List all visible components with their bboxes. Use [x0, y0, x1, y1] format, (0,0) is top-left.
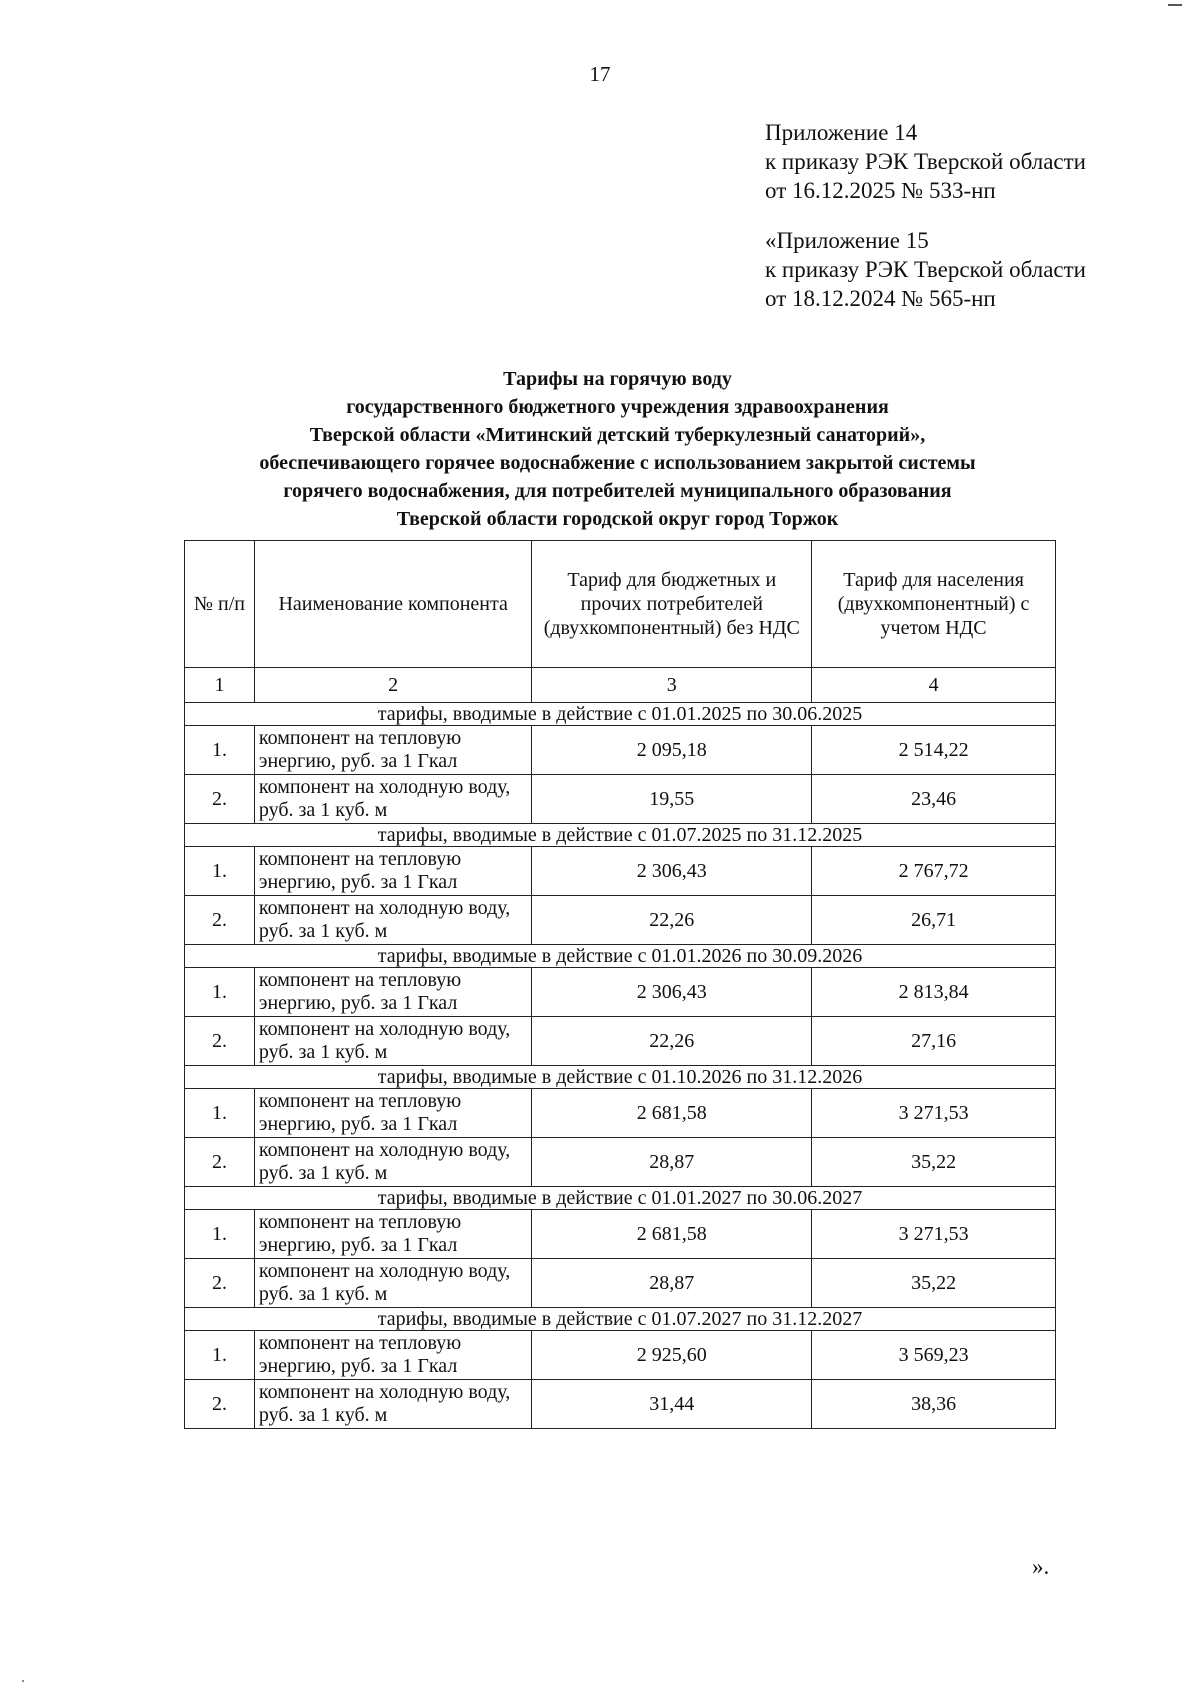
appendix-current-line-3: от 16.12.2025 № 533-нп — [765, 178, 996, 203]
budget-tariff-value: 2 306,43 — [532, 847, 812, 896]
table-row — [185, 1089, 1056, 1138]
header-component-name: Наименование компонента — [254, 541, 532, 668]
scan-corner-mark — [1168, 4, 1182, 6]
appendix-current-block — [765, 118, 1086, 205]
budget-tariff-value: 19,55 — [532, 775, 812, 824]
title-line-2: государственного бюджетного учреждения здравоохранения — [346, 396, 889, 418]
period-label: тарифы, вводимые в действие с 01.01.2027 по 30.06.2027 — [185, 1187, 1056, 1210]
scan-speck — [22, 1680, 24, 1682]
population-tariff-value: 3 271,53 — [812, 1210, 1056, 1259]
table-header-row — [185, 541, 1056, 668]
table-row — [185, 968, 1056, 1017]
table-row — [185, 896, 1056, 945]
column-number-2: 2 — [254, 668, 532, 703]
row-number: 2. — [185, 896, 255, 945]
component-name: компонент на холодную воду, руб. за 1 куб. м — [254, 775, 532, 824]
table-row — [185, 847, 1056, 896]
period-label: тарифы, вводимые в действие с 01.10.2026 по 31.12.2026 — [185, 1066, 1056, 1089]
table-row — [185, 1017, 1056, 1066]
row-number: 1. — [185, 847, 255, 896]
row-number: 2. — [185, 1380, 255, 1429]
table-body — [185, 703, 1056, 1429]
component-name: компонент на тепловую энергию, руб. за 1 Гкал — [254, 1331, 532, 1380]
title-line-3: Тверской области «Митинский детский туберкулезный санаторий», — [309, 424, 926, 446]
component-name: компонент на холодную воду, руб. за 1 куб. м — [254, 1017, 532, 1066]
page-number: 17 — [589, 62, 611, 86]
period-row — [185, 945, 1056, 968]
header-number: № п/п — [185, 541, 255, 668]
title-line-5: горячего водоснабжения, для потребителей муниципального образования — [283, 480, 952, 502]
budget-tariff-value: 2 306,43 — [532, 968, 812, 1017]
period-row — [185, 703, 1056, 726]
column-numbers-row — [185, 668, 1056, 703]
column-number-3: 3 — [532, 668, 812, 703]
component-name: компонент на холодную воду, руб. за 1 куб. м — [254, 1259, 532, 1308]
column-number-1: 1 — [185, 668, 255, 703]
appendix-previous-line-1: «Приложение 15 — [765, 228, 929, 253]
row-number: 2. — [185, 1138, 255, 1187]
table-row — [185, 1331, 1056, 1380]
population-tariff-value: 3 569,23 — [812, 1331, 1056, 1380]
budget-tariff-value: 2 095,18 — [532, 726, 812, 775]
budget-tariff-value: 22,26 — [532, 896, 812, 945]
row-number: 1. — [185, 1331, 255, 1380]
document-title — [150, 365, 1085, 533]
population-tariff-value: 35,22 — [812, 1259, 1056, 1308]
table-row — [185, 1138, 1056, 1187]
population-tariff-value: 27,16 — [812, 1017, 1056, 1066]
table-row — [185, 726, 1056, 775]
component-name: компонент на тепловую энергию, руб. за 1 Гкал — [254, 968, 532, 1017]
budget-tariff-value: 31,44 — [532, 1380, 812, 1429]
period-label: тарифы, вводимые в действие с 01.07.2025 по 31.12.2025 — [185, 824, 1056, 847]
title-line-6: Тверской области городской округ город Торжок — [396, 508, 839, 530]
component-name: компонент на холодную воду, руб. за 1 куб. м — [254, 1380, 532, 1429]
appendix-current-line-1: Приложение 14 — [765, 120, 918, 145]
column-number-4: 4 — [812, 668, 1056, 703]
tariff-table — [184, 540, 1056, 1429]
title-line-1: Тарифы на горячую воду — [503, 368, 732, 390]
component-name: компонент на тепловую энергию, руб. за 1 Гкал — [254, 1089, 532, 1138]
component-name: компонент на тепловую энергию, руб. за 1 Гкал — [254, 847, 532, 896]
row-number: 1. — [185, 1089, 255, 1138]
population-tariff-value: 23,46 — [812, 775, 1056, 824]
appendix-previous-block — [765, 226, 1086, 313]
population-tariff-value: 38,36 — [812, 1380, 1056, 1429]
period-row — [185, 1308, 1056, 1331]
budget-tariff-value: 2 681,58 — [532, 1210, 812, 1259]
appendix-current-line-2: к приказу РЭК Тверской области — [765, 149, 1086, 174]
table-row — [185, 1210, 1056, 1259]
header-population-tariff: Тариф для населения (двухкомпонентный) с учетом НДС — [812, 541, 1056, 668]
table-row — [185, 1380, 1056, 1429]
component-name: компонент на холодную воду, руб. за 1 куб. м — [254, 896, 532, 945]
row-number: 1. — [185, 968, 255, 1017]
row-number: 2. — [185, 1259, 255, 1308]
closing-quote-mark: ». — [1032, 1554, 1050, 1579]
appendix-previous-line-2: к приказу РЭК Тверской области — [765, 257, 1086, 282]
row-number: 2. — [185, 1017, 255, 1066]
header-budget-tariff: Тариф для бюджетных и прочих потребителей (двухкомпонентный) без НДС — [532, 541, 812, 668]
component-name: компонент на тепловую энергию, руб. за 1 Гкал — [254, 726, 532, 775]
table-row — [185, 775, 1056, 824]
budget-tariff-value: 2 681,58 — [532, 1089, 812, 1138]
population-tariff-value: 26,71 — [812, 896, 1056, 945]
component-name: компонент на тепловую энергию, руб. за 1 Гкал — [254, 1210, 532, 1259]
period-row — [185, 1066, 1056, 1089]
table-row — [185, 1259, 1056, 1308]
row-number: 1. — [185, 1210, 255, 1259]
row-number: 1. — [185, 726, 255, 775]
budget-tariff-value: 28,87 — [532, 1259, 812, 1308]
population-tariff-value: 3 271,53 — [812, 1089, 1056, 1138]
period-row — [185, 1187, 1056, 1210]
period-label: тарифы, вводимые в действие с 01.01.2025 по 30.06.2025 — [185, 703, 1056, 726]
population-tariff-value: 2 514,22 — [812, 726, 1056, 775]
population-tariff-value: 35,22 — [812, 1138, 1056, 1187]
budget-tariff-value: 2 925,60 — [532, 1331, 812, 1380]
budget-tariff-value: 22,26 — [532, 1017, 812, 1066]
period-label: тарифы, вводимые в действие с 01.07.2027 по 31.12.2027 — [185, 1308, 1056, 1331]
component-name: компонент на холодную воду, руб. за 1 куб. м — [254, 1138, 532, 1187]
title-line-4: обеспечивающего горячее водоснабжение с использованием закрытой системы — [259, 452, 976, 474]
budget-tariff-value: 28,87 — [532, 1138, 812, 1187]
population-tariff-value: 2 813,84 — [812, 968, 1056, 1017]
population-tariff-value: 2 767,72 — [812, 847, 1056, 896]
period-label: тарифы, вводимые в действие с 01.01.2026 по 30.09.2026 — [185, 945, 1056, 968]
row-number: 2. — [185, 775, 255, 824]
period-row — [185, 824, 1056, 847]
appendix-previous-line-3: от 18.12.2024 № 565-нп — [765, 286, 996, 311]
